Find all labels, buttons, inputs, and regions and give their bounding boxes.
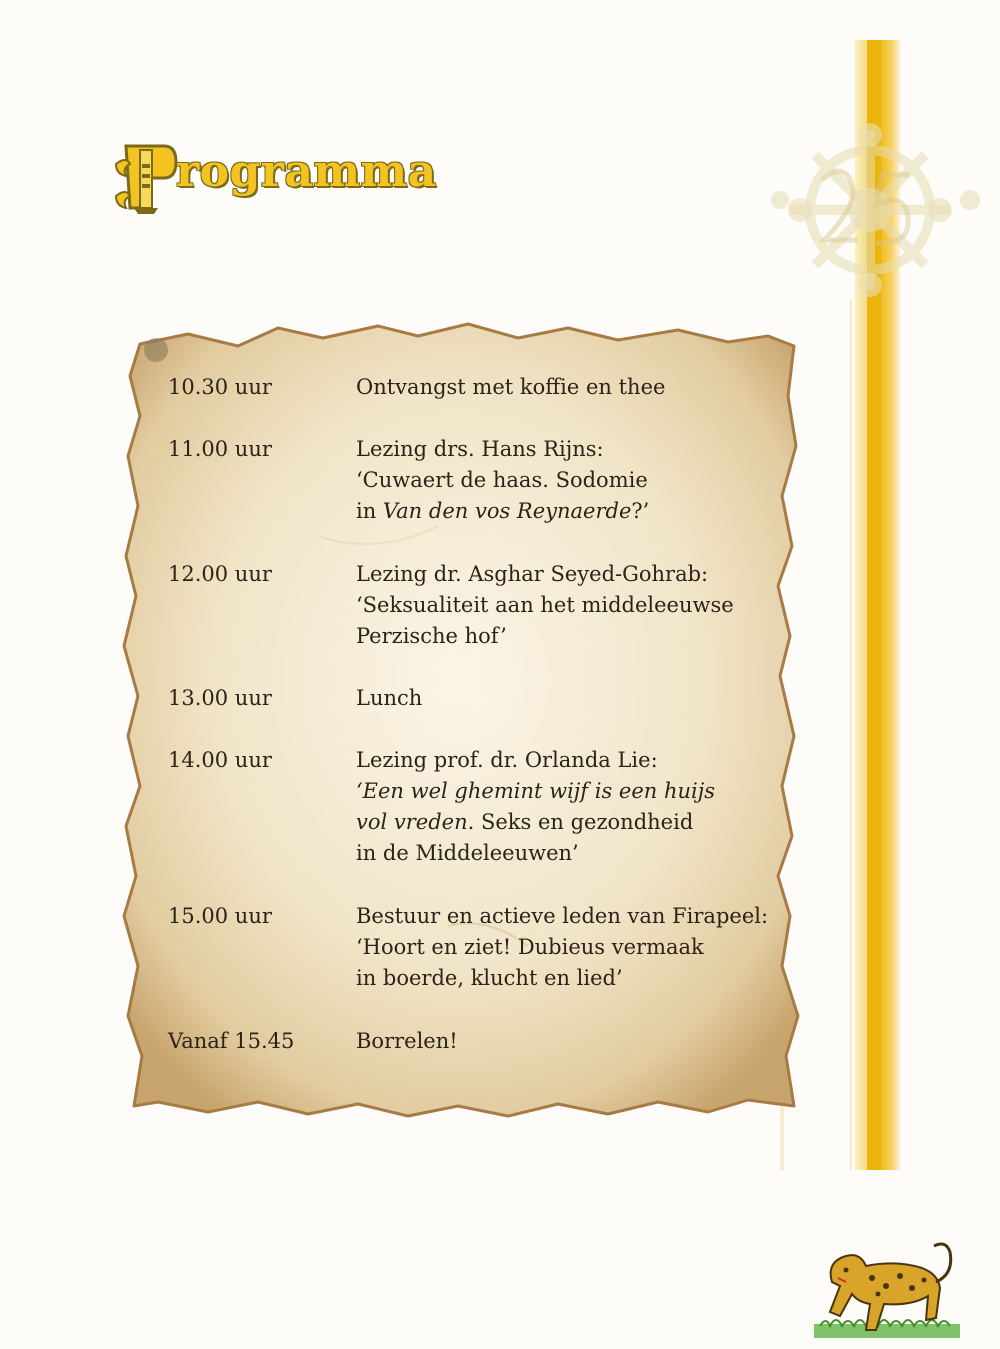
schedule-time: 12.00 uur [168, 562, 272, 586]
schedule-row [168, 901, 778, 1026]
schedule-description: Borrelen! [356, 1029, 458, 1053]
title-text: rogramma [176, 146, 437, 197]
schedule-description: Bestuur en actieve leden van Firapeel: ‘Hoort en ziet! Dubieus vermaak in boerde, klucht en lied’ [356, 904, 769, 990]
schedule-description: Ontvangst met koffie en thee [356, 375, 666, 399]
schedule-row [168, 683, 778, 745]
schedule-row [168, 434, 778, 559]
schedule-row [168, 745, 778, 901]
schedule-time: 11.00 uur [168, 437, 272, 461]
schedule-description: Lezing drs. Hans Rijns: ‘Cuwaert de haas. Sodomie in Van den vos Reynaerde?’ [356, 437, 650, 523]
schedule-row [168, 1026, 778, 1066]
schedule-description: Lezing dr. Asghar Seyed-Gohrab: ‘Seksualiteit aan het middeleeuwse Perzische hof’ [356, 562, 734, 648]
schedule-time: Vanaf 15.45 [168, 1029, 295, 1053]
schedule-row [168, 372, 778, 434]
schedule-time: 14.00 uur [168, 748, 272, 772]
schedule-description: Lunch [356, 686, 423, 710]
schedule-description: Lezing prof. dr. Orlanda Lie: ‘Een wel ghemint wijf is een huijs vol vreden. Seks en gezondheid in de Middeleeuwen’ [356, 748, 716, 865]
leopard-icon [812, 1232, 962, 1340]
schedule-time: 10.30 uur [168, 375, 272, 399]
schedule-row [168, 559, 778, 683]
schedule-list [168, 372, 778, 1066]
schedule-time: 15.00 uur [168, 904, 272, 928]
schedule-time: 13.00 uur [168, 686, 272, 710]
illuminated-initial-icon [112, 140, 178, 216]
